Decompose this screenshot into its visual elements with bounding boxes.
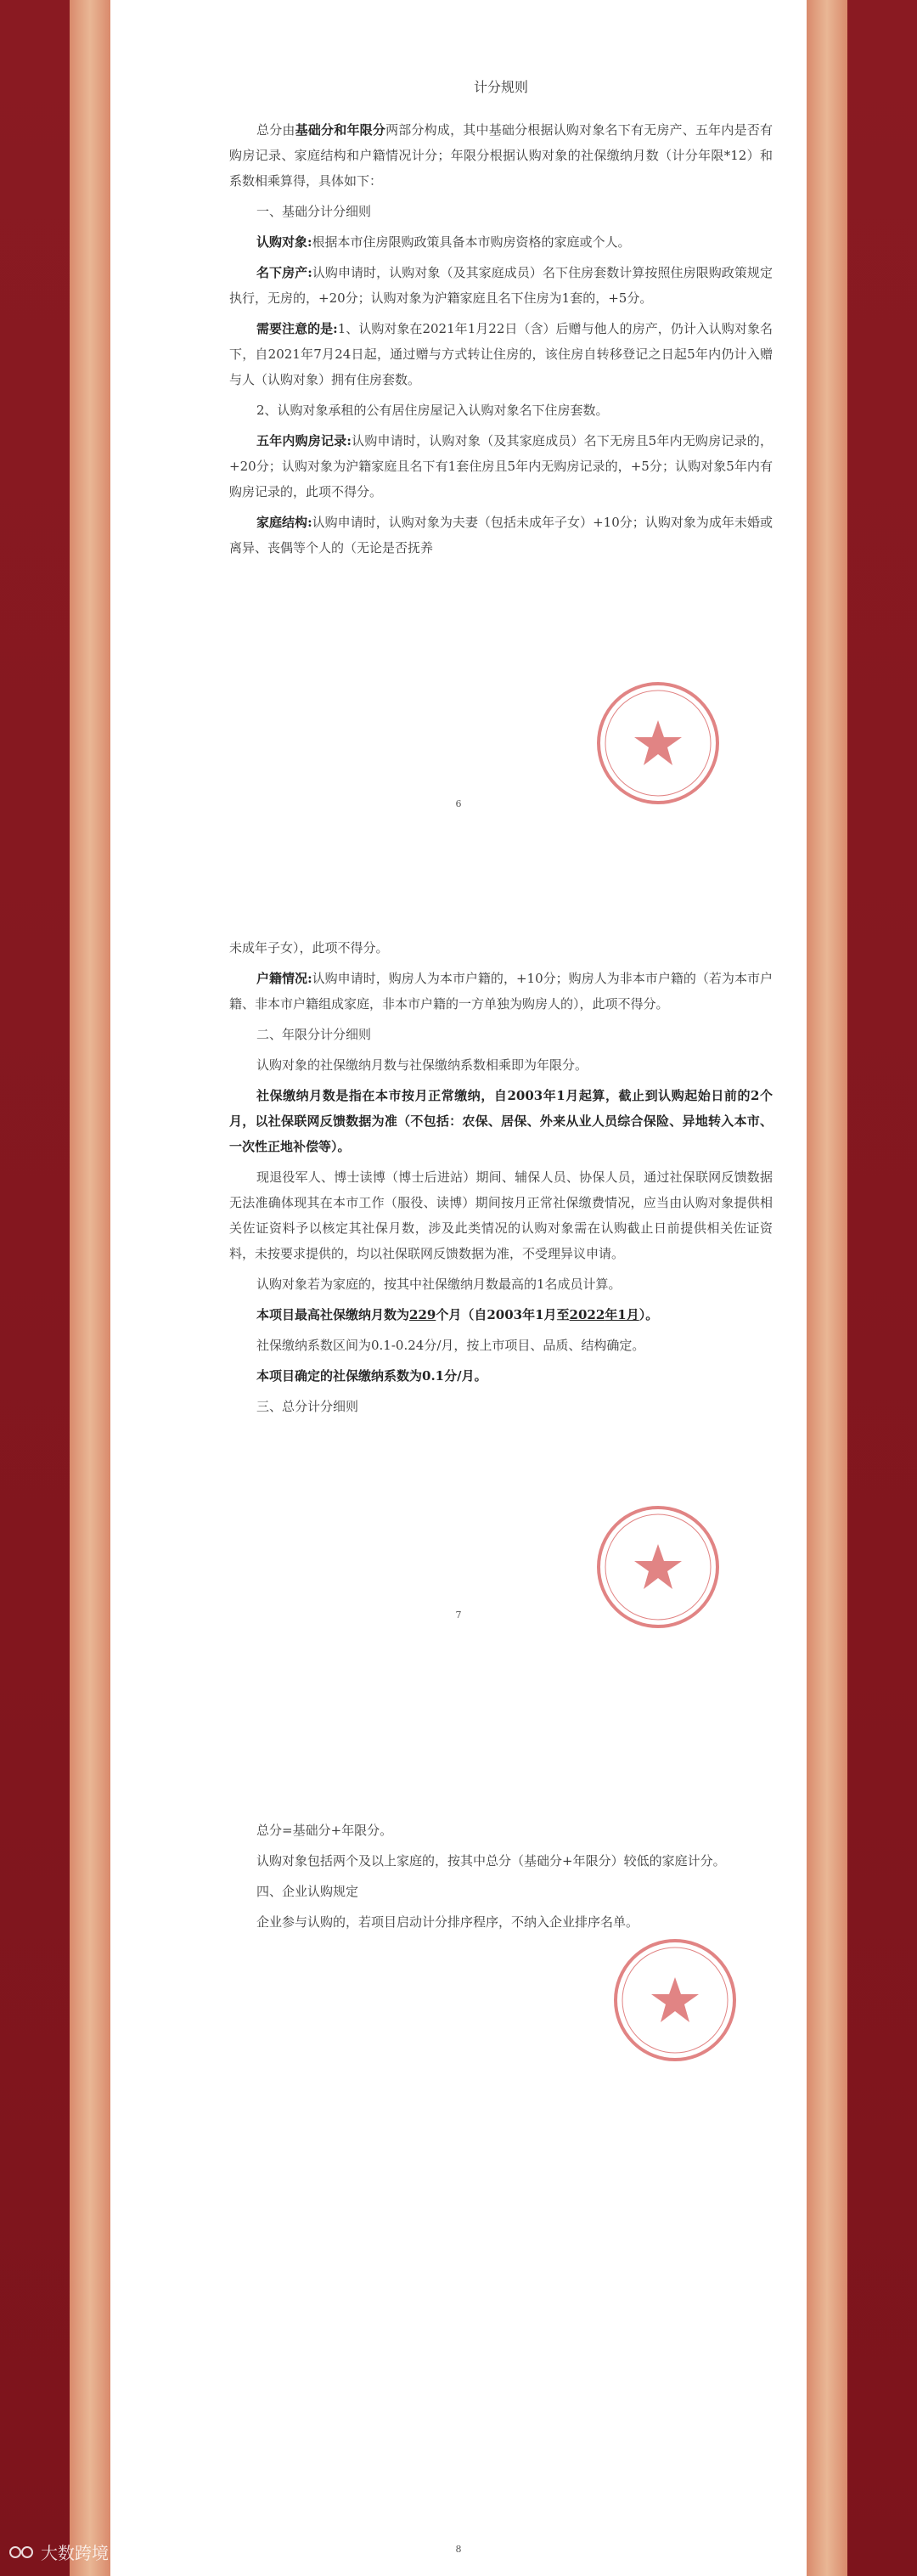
record-label: 五年内购房记录: — [256, 433, 352, 448]
page-8-content — [229, 1818, 773, 1940]
record-paragraph — [229, 428, 773, 504]
hukou-paragraph — [229, 966, 773, 1017]
left-side-band — [70, 0, 110, 2576]
max-months-paragraph — [229, 1302, 773, 1327]
total-formula: 总分=基础分+年限分。 — [256, 1823, 393, 1838]
note2-paragraph: 2、认购对象承租的公有居住房屋记入认购对象名下住房套数。 — [256, 403, 609, 418]
max-year-value: 2022 — [569, 1307, 605, 1322]
max-text-c: 年1月 — [605, 1307, 639, 1322]
family-paragraph — [229, 510, 773, 561]
company-paragraph: 企业参与认购的，若项目启动计分排序程序，不纳入企业排序名单。 — [256, 1914, 639, 1930]
max-months-value: 229 — [409, 1307, 436, 1322]
intro-bold: 基础分和年限分 — [295, 122, 386, 138]
hukou-label: 户籍情况: — [256, 971, 312, 986]
buyer-label: 认购对象: — [256, 234, 312, 250]
note-label: 需要注意的是: — [256, 321, 338, 336]
company-seal-stamp — [611, 1936, 739, 2064]
note-paragraph — [229, 316, 773, 392]
intro-text-c: 两部分构成，其中基础分根据认购对象名下有无房产、五年内是否有购房记录、家庭结构和户籍情况计分；年限分根据认购对象的社保缴纳月数（计分年限*12）和系数相乘算得，具体如下： — [229, 122, 773, 189]
company-seal-stamp — [594, 679, 722, 807]
coefficient-paragraph — [229, 1363, 773, 1389]
home-label: 名下房产: — [256, 265, 312, 280]
max-text-a: 本项目最高社保缴纳月数为 — [256, 1307, 410, 1322]
page-number: 6 — [455, 798, 462, 809]
hukou-text: 认购申请时，购房人为本市户籍的，+10分；购房人为非本市户籍的（若为本市户籍、非本市户籍组成家庭，非本市户籍的一方单独为购房人的），此项不得分。 — [229, 971, 773, 1012]
page-7-content — [229, 935, 773, 1424]
family-label: 家庭结构: — [256, 515, 312, 530]
watermark — [8, 2539, 109, 2564]
buyer-paragraph — [229, 229, 773, 255]
months-bold: 社保缴纳月数是指在本市按月正常缴纳，自2003年1月起算，截止到认购起始日前的2个月，以社保联网反馈数据为准（不包括：农保、居保、外来从业人员综合保险、异地转入本市、一次性正地补偿等）。 — [229, 1088, 773, 1154]
page-number: 8 — [455, 2544, 462, 2555]
military-paragraph: 现退役军人、博士读博（博士后进站）期间、辅保人员、协保人员，通过社保联网反馈数据无法准确体现其在本市工作（服役、读博）期间按月正常社保缴费情况，应当由认购对象提供相关佐证资料予以核定其社保月数，涉及此类情况的认购对象需在认购截止日前提供相关佐证资料，未按要求提供的，均以社保联网反馈数据为准，不受理异议申请。 — [229, 1170, 773, 1261]
watermark-text: 大数跨境 — [41, 2543, 109, 2563]
page-8 — [110, 1724, 807, 2576]
right-side-band — [807, 0, 847, 2576]
document-paper — [110, 0, 807, 2576]
note-text: 1、认购对象在2021年1月22日（含）后赠与他人的房产，仍计入认购对象名下，自2021年7月24日起，通过赠与方式转让住房的，该住房自转移登记之日起5年内仍计入赠与人（认购对象）拥有住房套数。 — [229, 321, 773, 387]
family-text: 认购申请时，认购对象为夫妻（包括未成年子女）+10分；认购对象为成年未婚或离异、丧偶等个人的（无论是否抚养 — [229, 515, 773, 555]
months-definition — [229, 1083, 773, 1159]
coefficient-range-paragraph: 社保缴纳系数区间为0.1-0.24分/月，按上市项目、品质、结构确定。 — [256, 1338, 645, 1353]
max-text-d: ）。 — [639, 1307, 659, 1322]
home-text: 认购申请时，认购对象（及其家庭成员）名下住房套数计算按照住房限购政策规定执行，无房的，+20分；认购对象为沪籍家庭且名下住房为1套的，+5分。 — [229, 265, 773, 306]
max-text-b: 个月（自2003年1月至 — [436, 1307, 570, 1322]
page-number: 7 — [455, 1609, 462, 1621]
watermark-logo-icon — [8, 2543, 36, 2562]
family-years-paragraph: 认购对象若为家庭的，按其中社保缴纳月数最高的1名成员计算。 — [256, 1277, 622, 1292]
intro-text-a: 总分由 — [256, 122, 295, 138]
coefficient-bold: 本项目确定的社保缴纳系数为0.1分/月。 — [256, 1368, 487, 1384]
home-paragraph — [229, 260, 773, 311]
page-6 — [110, 0, 807, 854]
section-2-heading: 二、年限分计分细则 — [256, 1027, 372, 1042]
page-6-content — [229, 75, 773, 566]
record-text: 认购申请时，认购对象（及其家庭成员）名下无房且5年内无购房记录的，+20分；认购对象为沪籍家庭且名下有1套住房且5年内无购房记录的，+5分；认购对象5年内有购房记录的，此项不得分。 — [229, 433, 773, 499]
multi-family-paragraph: 认购对象包括两个及以上家庭的，按其中总分（基础分+年限分）较低的家庭计分。 — [256, 1853, 726, 1869]
page-title: 计分规则 — [473, 79, 528, 95]
intro-paragraph — [229, 117, 773, 194]
section-4-heading: 四、企业认购规定 — [256, 1884, 359, 1899]
section-1-heading: 一、基础分计分细则 — [256, 204, 372, 219]
page-7 — [110, 854, 807, 1724]
years-intro: 认购对象的社保缴纳月数与社保缴纳系数相乘即为年限分。 — [256, 1057, 588, 1073]
family-continuation: 未成年子女），此项不得分。 — [229, 940, 389, 955]
section-3-heading: 三、总分计分细则 — [256, 1399, 359, 1414]
buyer-text: 根据本市住房限购政策具备本市购房资格的家庭或个人。 — [312, 234, 631, 250]
